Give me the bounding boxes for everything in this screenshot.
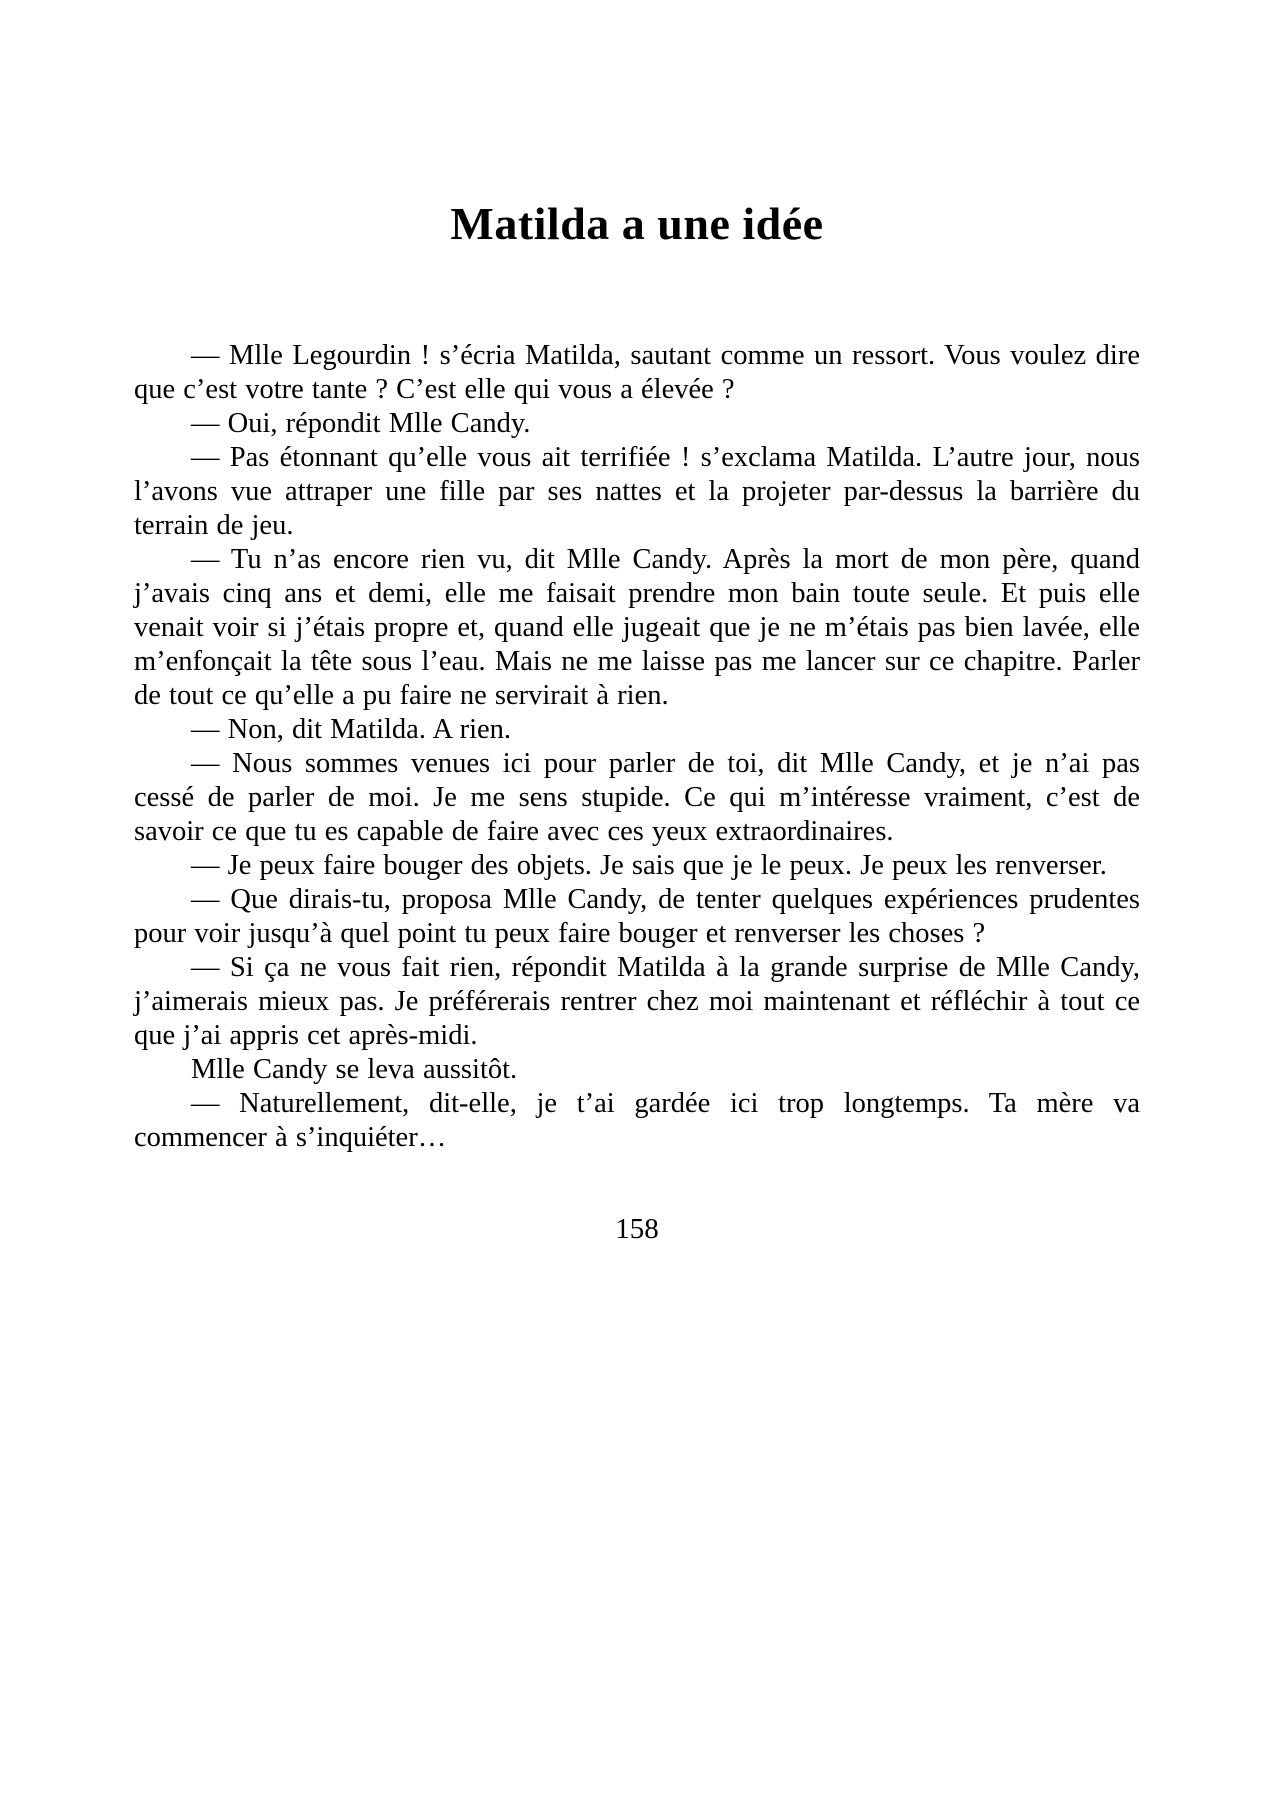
- chapter-title: Matilda a une idée: [450, 198, 824, 249]
- paragraph: — Mlle Legourdin ! s’écria Matilda, sautant comme un ressort. Vous voulez dire que c’est votre tante ? C’est elle qui vous a élevée ?: [134, 340, 1140, 406]
- paragraph: — Non, dit Matilda. A rien.: [191, 714, 512, 746]
- paragraph: — Oui, répondit Mlle Candy.: [191, 408, 531, 440]
- paragraph: — Tu n’as encore rien vu, dit Mlle Candy. Après la mort de mon père, quand j’avais cinq ans et demi, elle me faisait prendre mon bain toute seule. Et puis elle venait voir si j’étais propre et, quand elle jugeait que je ne m’étais pas bien lavée, elle m’enfonçait la tête sous l’eau. Mais ne me laisse pas me lancer sur ce chapitre. Parler de tout ce qu’elle a pu faire ne servirait à rien.: [134, 544, 1140, 712]
- paragraph: — Nous sommes venues ici pour parler de toi, dit Mlle Candy, et je n’ai pas cessé de parler de moi. Je me sens stupide. Ce qui m’intéresse vraiment, c’est de savoir ce que tu es capable de faire avec ces yeux extraordinaires.: [134, 748, 1140, 848]
- paragraph: — Si ça ne vous fait rien, répondit Matilda à la grande surprise de Mlle Candy, j’aimerais mieux pas. Je préférerais rentrer chez moi maintenant et réfléchir à tout ce que j’ai appris cet après-midi.: [134, 952, 1140, 1052]
- paragraph: — Je peux faire bouger des objets. Je sais que je le peux. Je peux les renverser.: [191, 850, 1107, 882]
- page-number: 158: [615, 1213, 659, 1246]
- paragraph: Mlle Candy se leva aussitôt.: [191, 1054, 518, 1086]
- paragraph: — Que dirais-tu, proposa Mlle Candy, de tenter quelques expériences prudentes pour voir jusqu’à quel point tu peux faire bouger et renverser les choses ?: [134, 884, 1140, 950]
- paragraph: — Naturellement, dit-elle, je t’ai gardée ici trop longtemps. Ta mère va commencer à s’inquiéter…: [134, 1088, 1140, 1154]
- paragraph: — Pas étonnant qu’elle vous ait terrifiée ! s’exclama Matilda. L’autre jour, nous l’avons vue attraper une fille par ses nattes et la projeter par-dessus la barrière du terrain de jeu.: [134, 442, 1140, 542]
- body-text: [134, 339, 1140, 1155]
